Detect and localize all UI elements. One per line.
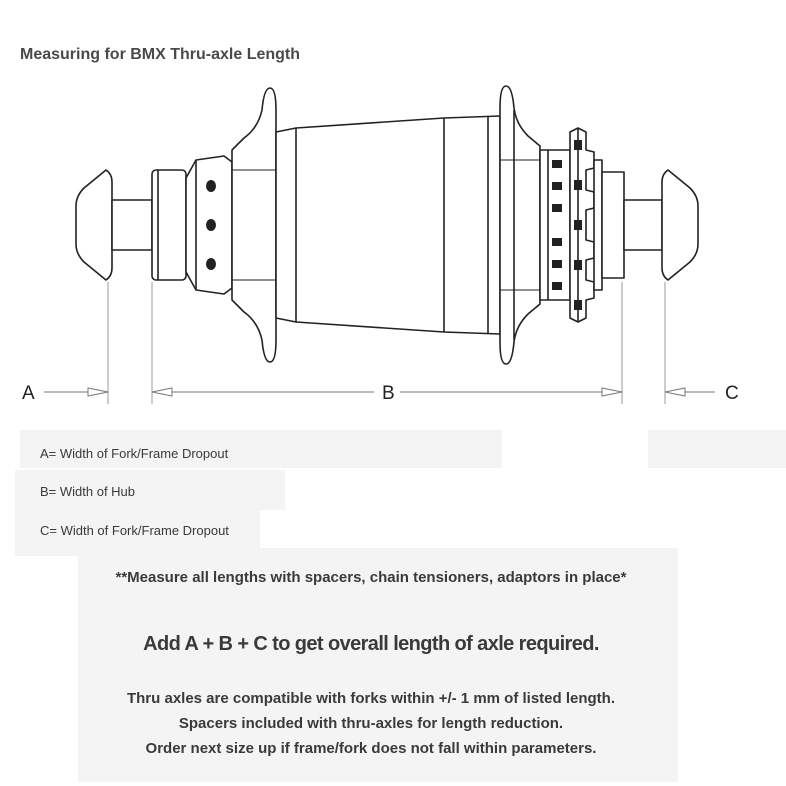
order-size-note: Order next size up if frame/fork does not fall within parameters.	[145, 740, 597, 757]
side-panel	[648, 430, 786, 468]
dimension-label-c: C	[725, 383, 739, 404]
dimension-lines	[44, 388, 715, 396]
right-locknut	[602, 172, 624, 278]
cog-lockring	[594, 160, 602, 290]
measure-note: **Measure all lengths with spacers, chain tensioners, adaptors in place*	[115, 569, 627, 586]
legend-item-c: C= Width of Fork/Frame Dropout	[40, 523, 229, 538]
dimension-label-b: B	[382, 383, 395, 404]
driver-body	[540, 150, 570, 300]
hub-shell	[276, 116, 500, 334]
hub-diagram	[0, 70, 786, 420]
left-flange	[232, 88, 276, 362]
spacers-note: Spacers included with thru-axles for length reduction.	[178, 715, 564, 732]
legend-item-b: B= Width of Hub	[40, 484, 136, 499]
compatibility-note: Thru axles are compatible with forks within +/- 1 mm of listed length.	[126, 690, 615, 707]
legend-item-a: A= Width of Fork/Frame Dropout	[40, 446, 229, 461]
dimension-label-a: A	[22, 383, 35, 404]
add-formula-note: Add A + B + C to get overall length of axle required.	[143, 633, 599, 655]
left-locknut	[152, 170, 186, 280]
right-axle-tube	[624, 200, 662, 250]
page-title: Measuring for BMX Thru-axle Length	[20, 46, 301, 63]
left-axle-cap	[76, 170, 112, 280]
right-axle-cap	[662, 170, 698, 280]
left-axle-tube	[112, 200, 152, 250]
right-flange	[500, 86, 540, 364]
